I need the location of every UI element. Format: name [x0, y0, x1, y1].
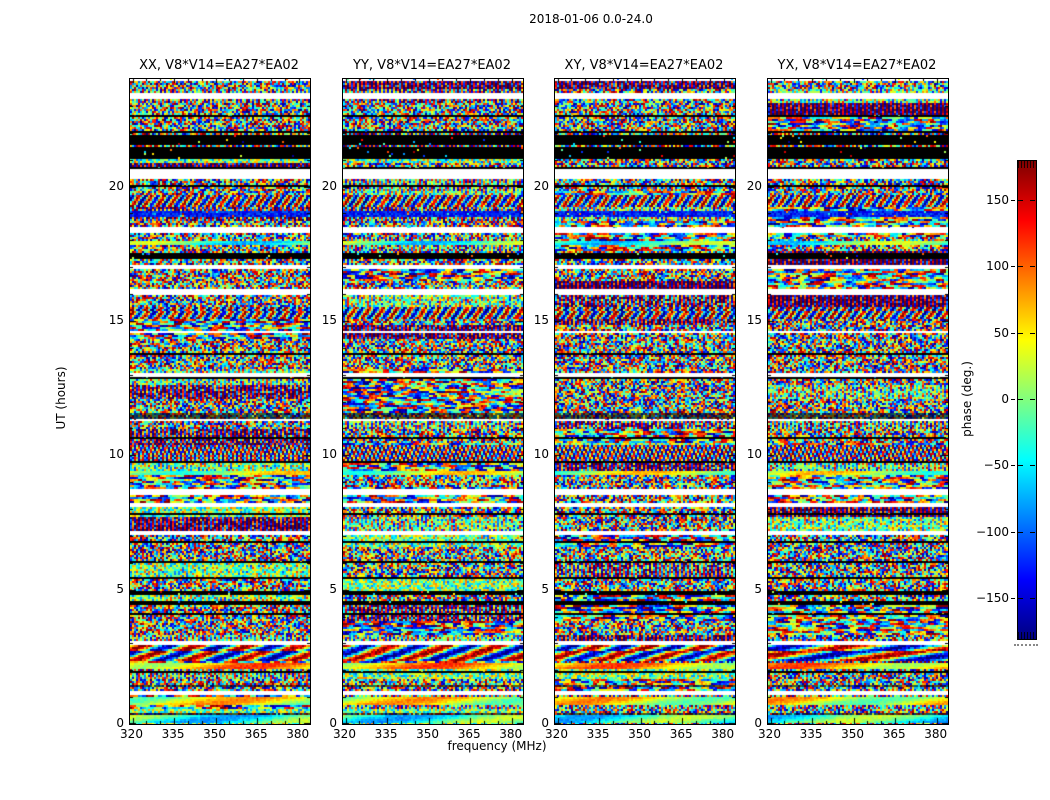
colorbar-tick-mark	[1011, 333, 1015, 334]
colorbar-tick-mark	[1030, 465, 1035, 466]
colorbar-tick-mark	[1018, 333, 1023, 334]
y-tick-label: 10	[533, 447, 549, 462]
colorbar-tick-mark	[1018, 266, 1023, 267]
panel-title-xy: XY, V8*V14=EA27*EA02	[564, 58, 724, 73]
heatmap-canvas-xx	[129, 78, 311, 725]
y-axis-label: UT (hours)	[54, 366, 68, 430]
x-tick-label: 350	[628, 727, 652, 741]
colorbar-tick-mark	[1018, 532, 1023, 533]
colorbar-tick-mark	[1011, 532, 1015, 533]
colorbar-tick-mark	[1011, 200, 1015, 201]
colorbar-tick-mark	[1030, 200, 1035, 201]
colorbar-tick-mark	[1011, 465, 1015, 466]
y-tick-label: 0	[116, 716, 124, 730]
y-tick-label: 0	[754, 716, 762, 730]
y-tick-label: 0	[541, 716, 549, 730]
heatmap-canvas-xy	[554, 78, 736, 725]
y-tick-label: 5	[329, 581, 337, 596]
colorbar-tick-mark	[1018, 465, 1023, 466]
y-tick-label: 0	[329, 716, 337, 730]
y-tick-label: 10	[108, 447, 124, 462]
colorbar-comb-top	[1018, 161, 1036, 168]
heatmap-canvas-yy	[342, 78, 524, 725]
y-tick-label: 5	[541, 581, 549, 596]
x-tick-label: 320	[758, 727, 781, 741]
x-tick-label: 365	[244, 727, 268, 741]
y-tick-label: 15	[108, 312, 124, 327]
colorbar-label: phase (deg.)	[960, 361, 974, 437]
x-tick-label: 380	[286, 727, 310, 741]
y-tick-label: 10	[746, 447, 762, 462]
x-tick-label: 350	[203, 727, 227, 741]
panel-title-yy: YY, V8*V14=EA27*EA02	[353, 58, 511, 73]
x-tick-label: 350	[841, 727, 865, 741]
colorbar-tick-label: 150	[986, 192, 1009, 207]
x-tick-label: 320	[333, 727, 356, 741]
heatmap-panel-yy	[321, 58, 523, 741]
colorbar-tick-mark	[1030, 333, 1035, 334]
x-tick-label: 380	[711, 727, 735, 741]
colorbar-tick-mark	[1018, 200, 1023, 201]
y-tick-label: 20	[321, 178, 337, 193]
heatmap-panel-yx	[746, 58, 948, 741]
colorbar-tick-mark	[1030, 399, 1035, 400]
colorbar-tick-mark	[1030, 598, 1035, 599]
colorbar-tick-label: −100	[976, 524, 1009, 539]
panel-title-yx: YX, V8*V14=EA27*EA02	[777, 58, 937, 73]
y-tick-label: 10	[321, 447, 337, 462]
heatmap-panel-xx	[108, 58, 310, 741]
x-tick-label: 335	[161, 727, 185, 741]
x-tick-label: 320	[545, 727, 568, 741]
colorbar-tick-label: 100	[986, 259, 1009, 274]
colorbar-tick-mark	[1018, 598, 1023, 599]
colorbar-tick-mark	[1018, 399, 1023, 400]
colorbar-tick-label: 50	[993, 325, 1009, 340]
x-tick-label: 365	[669, 727, 693, 741]
y-tick-label: 20	[108, 178, 124, 193]
y-tick-label: 15	[533, 312, 549, 327]
y-tick-label: 20	[746, 178, 762, 193]
colorbar-tick-mark	[1011, 598, 1015, 599]
x-tick-label: 380	[924, 727, 948, 741]
y-tick-label: 15	[746, 312, 762, 327]
figure-title: 2018-01-06 0.0-24.0	[529, 12, 653, 26]
x-tick-label: 350	[416, 727, 440, 741]
x-tick-label: 320	[120, 727, 143, 741]
colorbar-tick-mark	[1011, 399, 1015, 400]
heatmap-canvas-yx	[767, 78, 949, 725]
colorbar	[1017, 160, 1037, 640]
colorbar-comb-bottom	[1018, 632, 1036, 639]
colorbar-tick-mark	[1030, 266, 1035, 267]
x-tick-label: 380	[499, 727, 523, 741]
colorbar-dotted-edge	[1014, 644, 1038, 646]
x-tick-label: 335	[586, 727, 610, 741]
colorbar-tick-mark	[1030, 532, 1035, 533]
colorbar-tick-label: −50	[983, 458, 1009, 473]
x-axis-label: frequency (MHz)	[447, 739, 547, 753]
y-tick-label: 15	[321, 312, 337, 327]
colorbar-tick-mark	[1011, 266, 1015, 267]
colorbar-tick-label: 0	[1001, 392, 1009, 406]
heatmap-panel-xy	[533, 58, 735, 741]
y-tick-label: 5	[116, 581, 124, 596]
panel-title-xx: XX, V8*V14=EA27*EA02	[139, 58, 299, 73]
x-tick-label: 335	[799, 727, 823, 741]
x-tick-label: 365	[457, 727, 481, 741]
x-tick-label: 335	[374, 727, 398, 741]
colorbar-tick-label: −150	[976, 591, 1009, 606]
y-tick-label: 5	[754, 581, 762, 596]
x-tick-label: 365	[882, 727, 906, 741]
y-tick-label: 20	[533, 178, 549, 193]
